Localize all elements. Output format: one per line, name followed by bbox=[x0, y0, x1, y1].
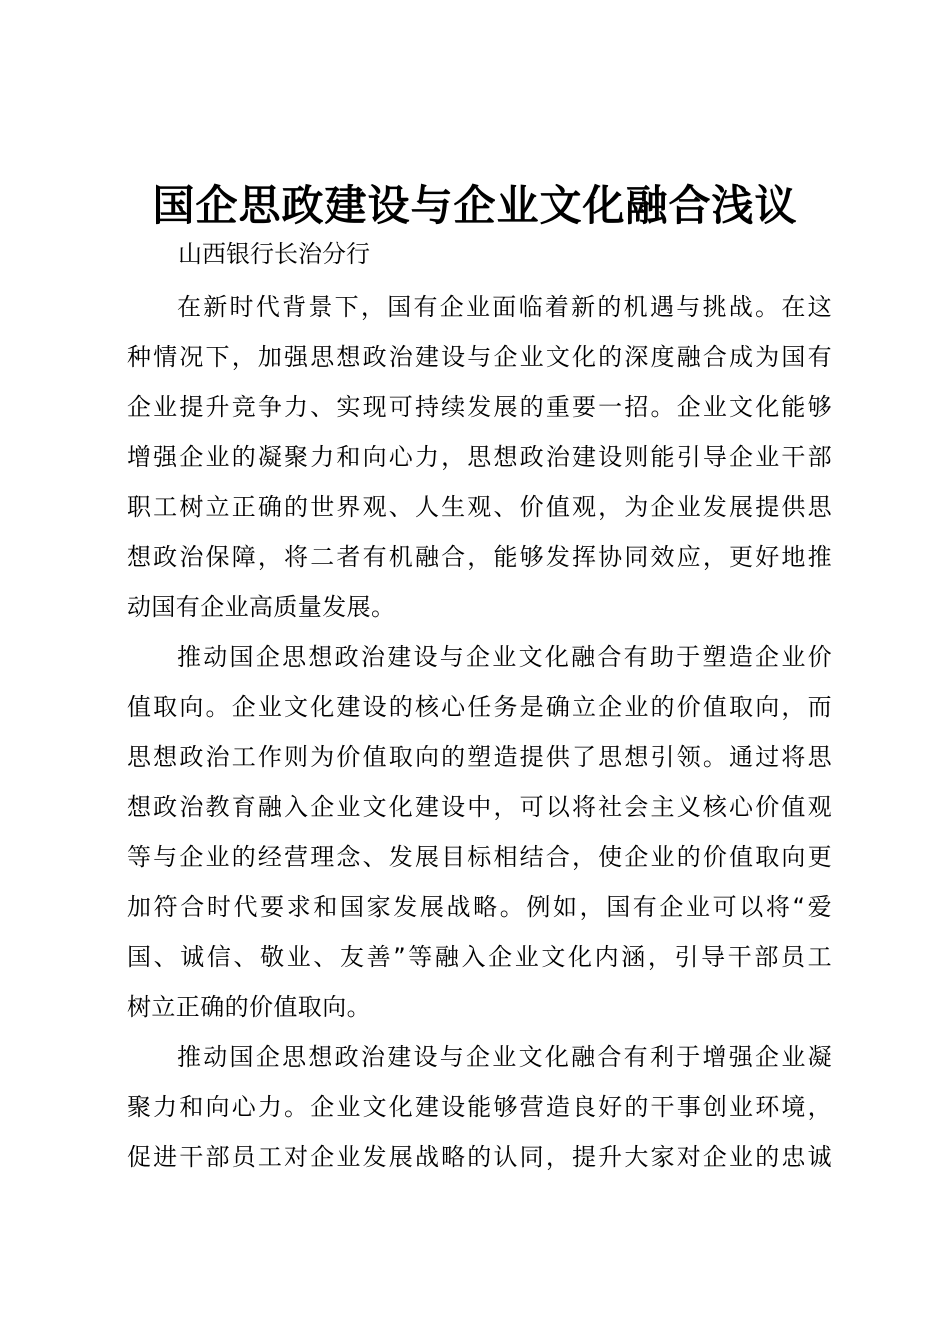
paragraph-line: 国、诚信、敬业、友善”等融入企业文化内涵，引导干部员工 bbox=[127, 943, 832, 971]
paragraph-3 bbox=[127, 1032, 832, 1182]
paragraph-line: 加符合时代要求和国家发展战略。例如，国有企业可以将“爱 bbox=[127, 893, 832, 921]
paragraph-line: 树立正确的价值取向。 bbox=[127, 993, 371, 1021]
paragraph-line: 推动国企思想政治建设与企业文化融合有利于增强企业凝 bbox=[177, 1043, 832, 1071]
paragraph-2 bbox=[127, 632, 832, 1032]
paragraph-1 bbox=[127, 282, 832, 632]
paragraph-line: 增强企业的凝聚力和向心力，思想政治建设则能引导企业干部 bbox=[127, 443, 832, 471]
paragraph-line: 推动国企思想政治建设与企业文化融合有助于塑造企业价 bbox=[177, 643, 832, 671]
paragraph-line: 促进干部员工对企业发展战略的认同，提升大家对企业的忠诚 bbox=[127, 1143, 832, 1171]
document-body bbox=[127, 282, 832, 1182]
paragraph-line: 想政治教育融入企业文化建设中，可以将社会主义核心价值观 bbox=[127, 793, 832, 821]
paragraph-line: 值取向。企业文化建设的核心任务是确立企业的价值取向，而 bbox=[127, 693, 832, 721]
paragraph-line: 职工树立正确的世界观、人生观、价值观，为企业发展提供思 bbox=[127, 493, 832, 521]
document-author: 山西银行长治分行 bbox=[178, 240, 370, 268]
paragraph-line: 等与企业的经营理念、发展目标相结合，使企业的价值取向更 bbox=[127, 843, 832, 871]
paragraph-line: 聚力和向心力。企业文化建设能够营造良好的干事创业环境， bbox=[127, 1093, 832, 1121]
paragraph-line: 在新时代背景下，国有企业面临着新的机遇与挑战。在这 bbox=[177, 293, 832, 321]
paragraph-line: 想政治保障，将二者有机融合，能够发挥协同效应，更好地推 bbox=[127, 543, 832, 571]
paragraph-line: 动国有企业高质量发展。 bbox=[127, 593, 396, 621]
paragraph-line: 企业提升竞争力、实现可持续发展的重要一招。企业文化能够 bbox=[127, 393, 832, 421]
paragraph-line: 思想政治工作则为价值取向的塑造提供了思想引领。通过将思 bbox=[127, 743, 832, 771]
paragraph-line: 种情况下，加强思想政治建设与企业文化的深度融合成为国有 bbox=[127, 343, 832, 371]
document-title: 国企思政建设与企业文化融合浅议 bbox=[152, 181, 798, 230]
